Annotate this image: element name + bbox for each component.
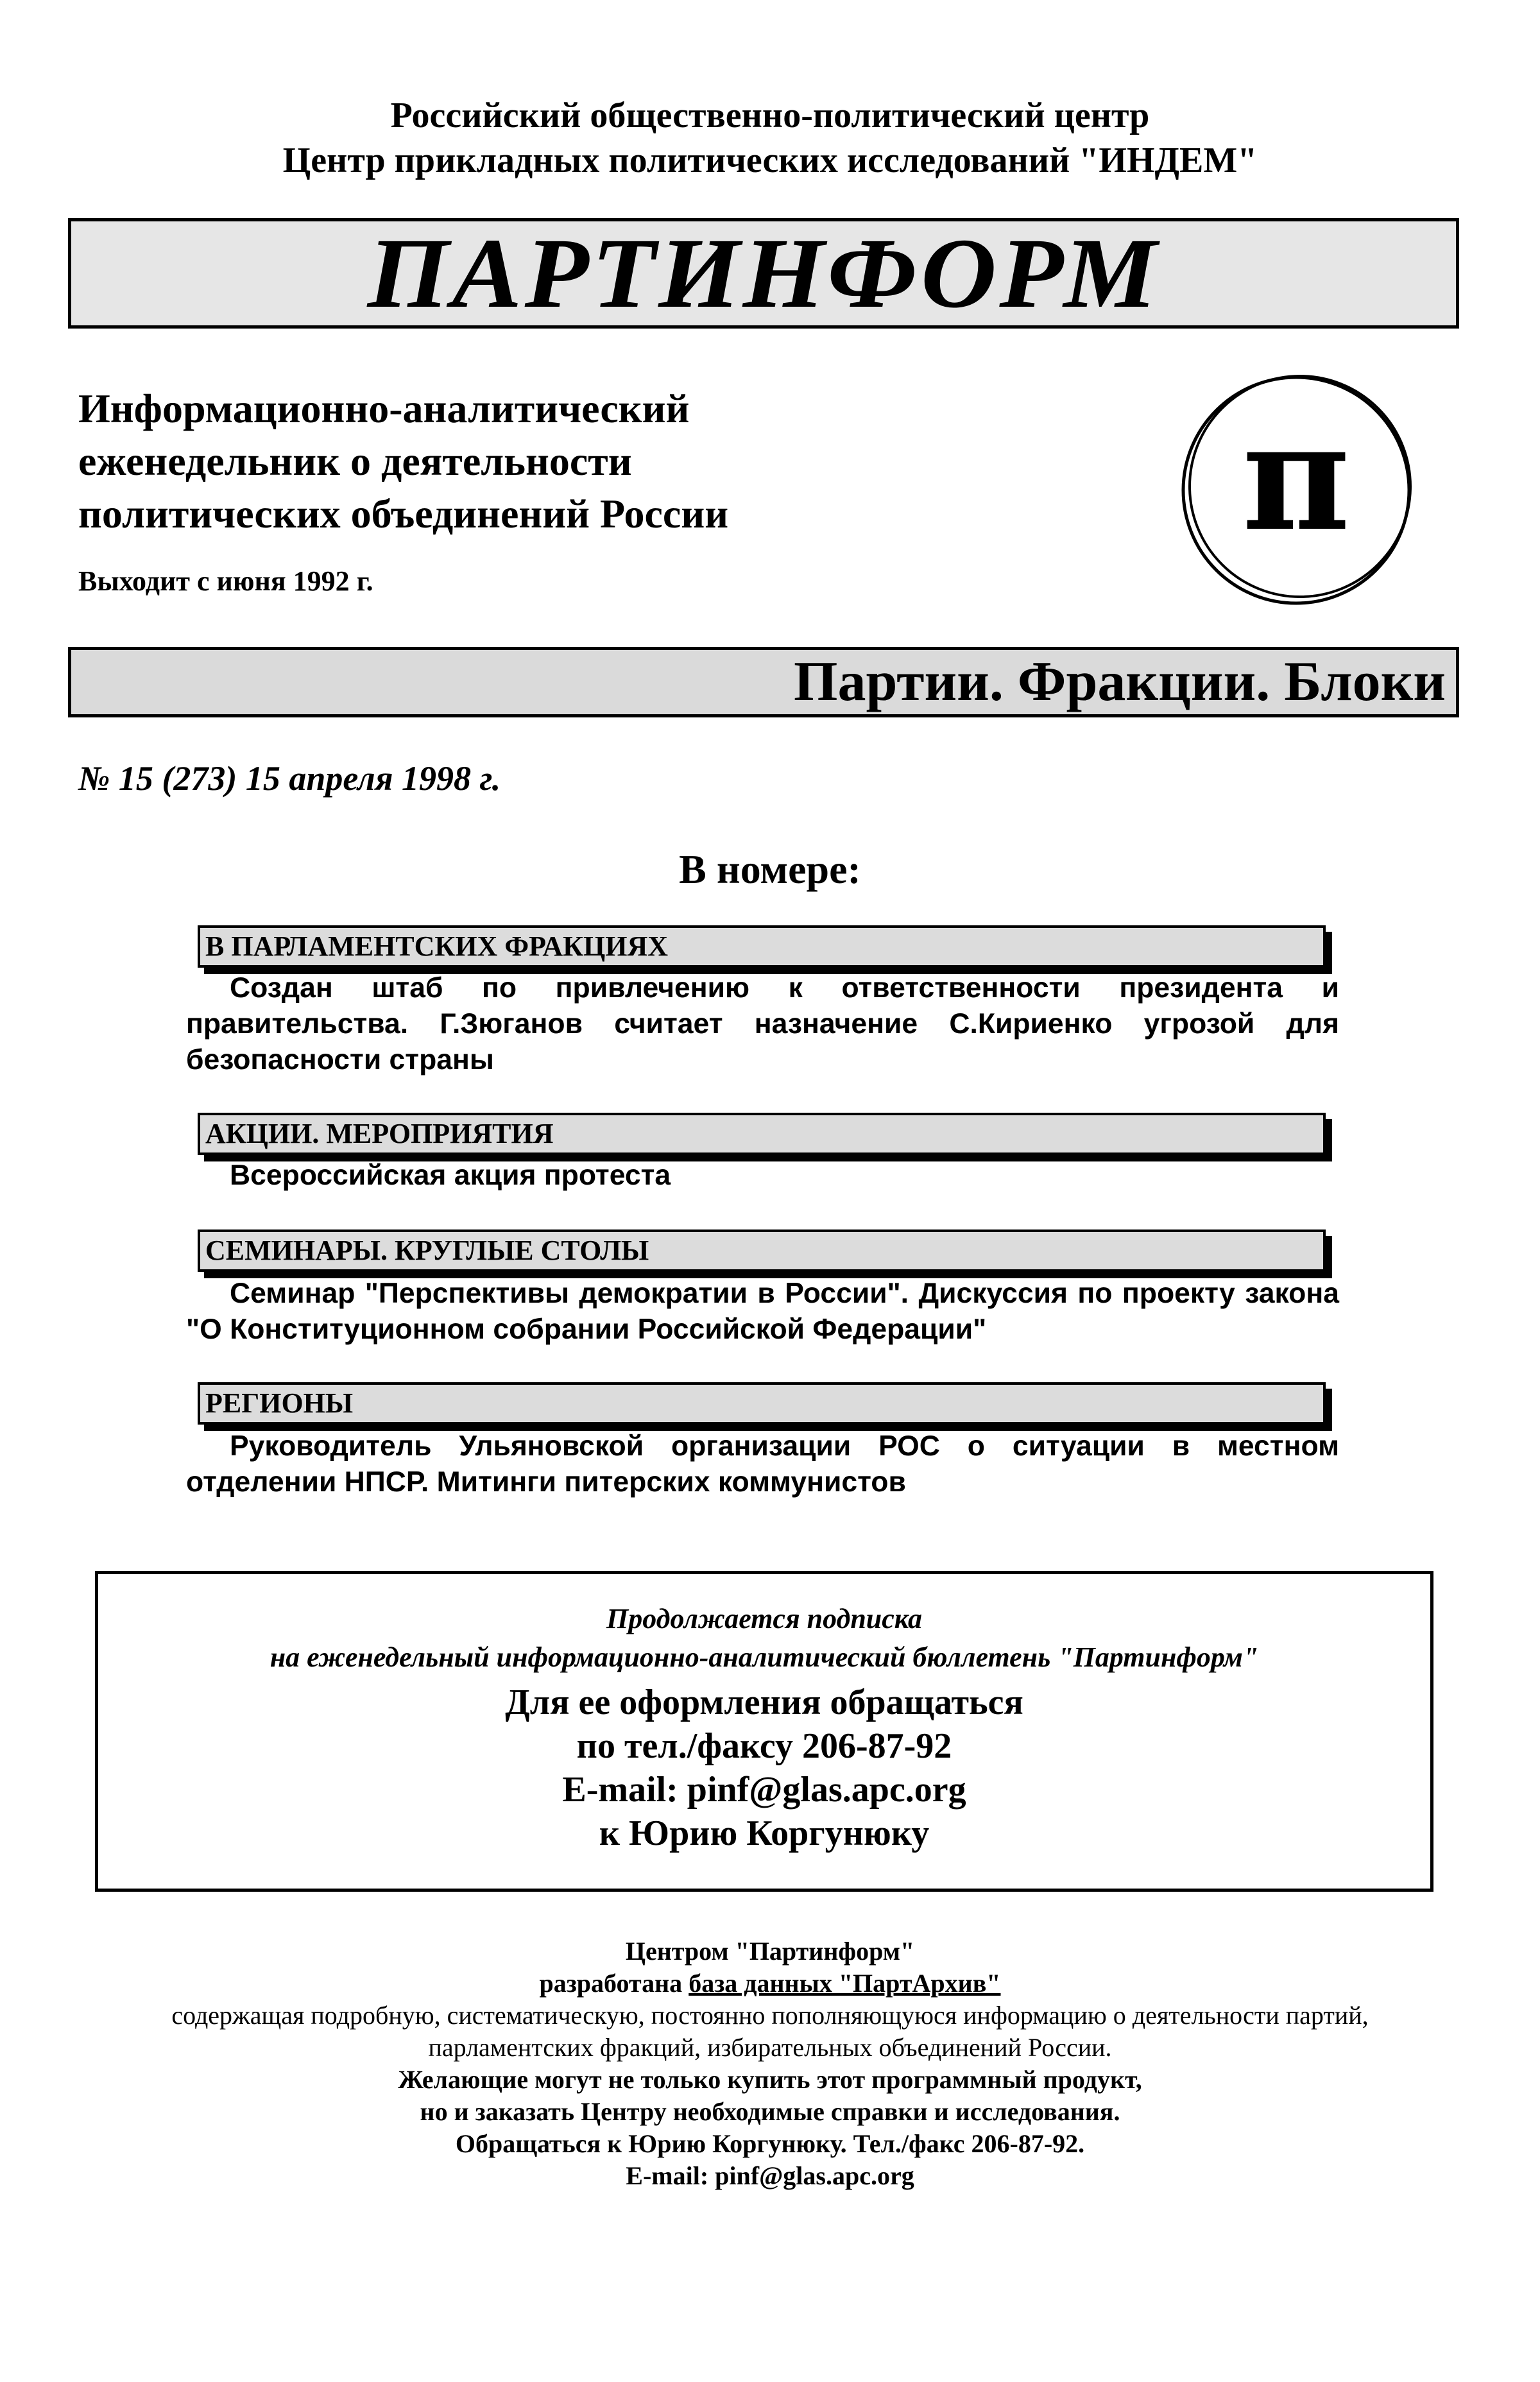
masthead (68, 218, 1459, 329)
section-title: Партии. Фракции. Блоки (794, 651, 1446, 713)
footer-line: разработана база данных "ПартАрхив" (539, 1969, 1001, 1998)
footer-email: E-mail: pinf@glas.apc.org (626, 2161, 914, 2190)
category-text: Руководитель Ульяновской организации РОС о ситуации в местном отделении НПСР. Митинги питерских коммунистов (186, 1430, 1339, 1498)
footer-line: Обращаться к Юрию Коргунюку. Тел./факс 206-87-92. (455, 2129, 1085, 2158)
description-line: еженедельник о деятельности (78, 438, 632, 484)
database-link[interactable]: база данных "ПартАрхив" (689, 1969, 1001, 1998)
footer-line: но и заказать Центру необходимые справки и исследования. (420, 2097, 1120, 2126)
published-since: Выходит с июня 1992 г. (78, 565, 373, 597)
org-line-1: Российский общественно-политический центр (390, 96, 1150, 135)
publication-description (78, 382, 728, 540)
category-title: АКЦИИ. МЕРОПРИЯТИЯ (198, 1113, 1326, 1155)
subscription-email: E-mail: pinf@glas.apc.org (562, 1770, 966, 1810)
description-line: Информационно-аналитический (78, 386, 690, 431)
category-text: Всероссийская акция протеста (230, 1160, 671, 1191)
category-title: СЕМИНАРЫ. КРУГЛЫЕ СТОЛЫ (198, 1230, 1326, 1272)
footer-line: парламентских фракций, избирательных объединений России. (428, 2033, 1112, 2062)
org-line-2: Центр прикладных политических исследований "ИНДЕМ" (282, 141, 1258, 180)
pi-glyph: π (1242, 391, 1351, 564)
masthead-title: ПАРТИНФОРМ (367, 218, 1160, 329)
category-text: Семинар "Перспективы демократии в России". Дискуссия по проекту закона "О Конституционном собрании Российской Федерации" (186, 1278, 1339, 1345)
subscription-line: Для ее оформления обращаться (505, 1683, 1023, 1722)
description-line: политических объединений России (78, 491, 729, 536)
section-bar (68, 647, 1459, 717)
subscription-line: на еженедельный информационно-аналитический бюллетень "Партинформ" (270, 1641, 1259, 1673)
subscription-box (95, 1571, 1433, 1892)
subscription-contact: к Юрию Коргунюку (599, 1813, 930, 1853)
pi-logo-icon (1174, 368, 1418, 612)
subscription-line: Продолжается подписка (606, 1603, 923, 1634)
footer-line: Центром "Партинформ" (625, 1937, 915, 1966)
footer-line: Желающие могут не только купить этот программный продукт, (398, 2065, 1142, 2094)
subscription-phone: по тел./факсу 206-87-92 (576, 1726, 952, 1766)
category-title: В ПАРЛАМЕНТСКИХ ФРАКЦИЯХ (198, 925, 1326, 968)
category-title: РЕГИОНЫ (198, 1382, 1326, 1425)
footer-line: содержащая подробную, систематическую, постоянно пополняющуюся информацию о деятельности партий, (171, 2001, 1369, 2030)
contents-heading: В номере: (679, 846, 861, 892)
category-text: Создан штаб по привлечению к ответственности президента и правительства. Г.Зюганов считает назначение С.Кириенко угрозой для безопасности страны (186, 972, 1339, 1075)
issue-number-date: № 15 (273) 15 апреля 1998 г. (78, 759, 501, 798)
